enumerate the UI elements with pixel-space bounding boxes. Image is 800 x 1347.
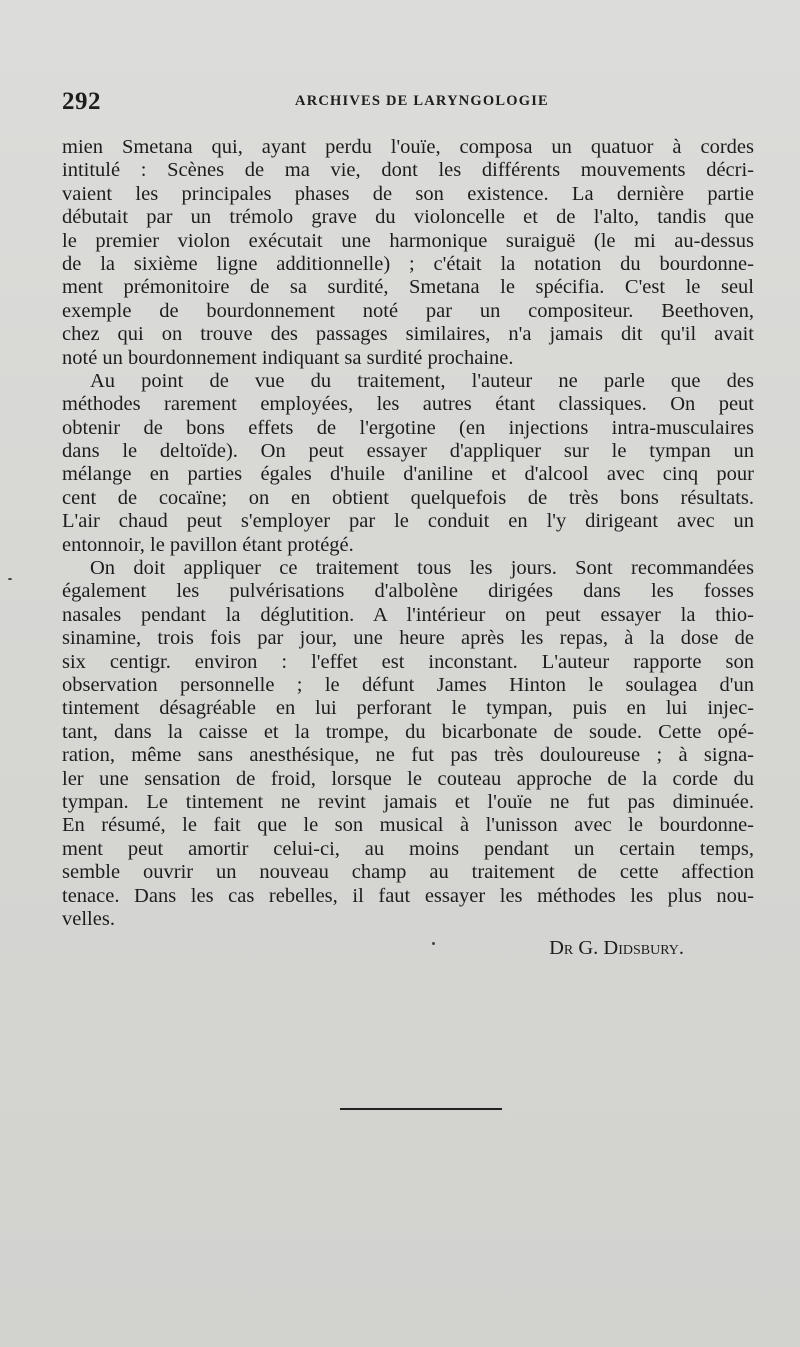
text-line: tintement désagréable en lui perforant le tympan, puis en lui injec- xyxy=(62,697,754,720)
text-line: L'air chaud peut s'employer par le conduit en l'y dirigeant avec un xyxy=(62,510,754,533)
text-line: semble ouvrir un nouveau champ au traitement de cette affection xyxy=(62,861,754,884)
text-line: ment peut amortir celui-ci, au moins pendant un certain temps, xyxy=(62,837,754,860)
text-line: ment prémonitoire de sa surdité, Smetana le spécifia. C'est le seul xyxy=(62,276,754,299)
text-line: En résumé, le fait que le son musical à l'unisson avec le bourdonne- xyxy=(62,814,754,837)
page-header xyxy=(62,88,752,118)
page-number: 292 xyxy=(62,88,101,115)
text-line: mien Smetana qui, ayant perdu l'ouïe, composa un quatuor à cordes xyxy=(62,136,754,158)
text-line: intitulé : Scènes de ma vie, dont les différents mouvements décri- xyxy=(62,159,754,182)
text-line: entonnoir, le pavillon étant protégé. xyxy=(62,533,354,556)
text-line: Au point de vue du traitement, l'auteur ne parle que des xyxy=(90,369,754,392)
text-line: ration, même sans anesthésique, ne fut pas très douloureuse ; à signa- xyxy=(62,744,754,767)
text-line: ler une sensation de froid, lorsque le couteau approche de la corde du xyxy=(62,767,754,790)
text-line: On doit appliquer ce traitement tous les jours. Sont recommandées xyxy=(90,557,754,580)
text-line: le premier violon exécutait une harmonique suraiguë (le mi au-dessus xyxy=(62,229,754,252)
text-line: noté un bourdonnement indiquant sa surdité prochaine. xyxy=(62,346,514,369)
text-line: de la sixième ligne additionnelle) ; c'était la notation du bourdonne- xyxy=(62,252,754,275)
text-line: sinamine, trois fois par jour, une heure après les repas, à la dose de xyxy=(62,627,754,650)
section-divider xyxy=(340,1108,502,1110)
text-line: cent de cocaïne; on en obtient quelquefois de très bons résultats. xyxy=(62,486,754,509)
running-title: ARCHIVES DE LARYNGOLOGIE xyxy=(295,93,549,109)
text-line: méthodes rarement employées, les autres étant classiques. On peut xyxy=(62,393,754,416)
text-line: débutait par un trémolo grave du violoncelle et de l'alto, tandis que xyxy=(62,206,754,229)
text-line: exemple de bourdonnement noté par un compositeur. Beethoven, xyxy=(62,299,754,322)
text-line: tant, dans la caisse et la trompe, du bicarbonate de soude. Cette opé- xyxy=(62,720,754,743)
text-line: tympan. Le tintement ne revint jamais et l'ouïe ne fut pas diminuée. xyxy=(62,790,754,813)
text-line: observation personnelle ; le défunt James Hinton le soulagea d'un xyxy=(62,673,754,696)
ink-speck xyxy=(432,942,435,945)
text-line: chez qui on trouve des passages similaires, n'a jamais dit qu'il avait xyxy=(62,323,754,346)
text-line: six centigr. environ : l'effet est inconstant. L'auteur rapporte son xyxy=(62,650,754,673)
text-line: nasales pendant la déglutition. A l'intérieur on peut essayer la thio- xyxy=(62,603,754,626)
article-body xyxy=(62,136,754,961)
text-line: également les pulvérisations d'albolène dirigées dans les fosses xyxy=(62,580,754,603)
text-line: obtenir de bons effets de l'ergotine (en injections intra-musculaires xyxy=(62,416,754,439)
text-line: tenace. Dans les cas rebelles, il faut essayer les méthodes les plus nou- xyxy=(62,884,754,907)
text-line: velles. xyxy=(62,907,115,930)
text-line: mélange en parties égales d'huile d'aniline et d'alcool avec cinq pour xyxy=(62,463,754,486)
text-line: vaient les principales phases de son existence. La dernière partie xyxy=(62,182,754,205)
ink-speck xyxy=(8,578,12,580)
text-line: dans le deltoïde). On peut essayer d'appliquer sur le tympan un xyxy=(62,440,754,463)
author-signature: Dr G. Didsbury. xyxy=(549,937,684,960)
